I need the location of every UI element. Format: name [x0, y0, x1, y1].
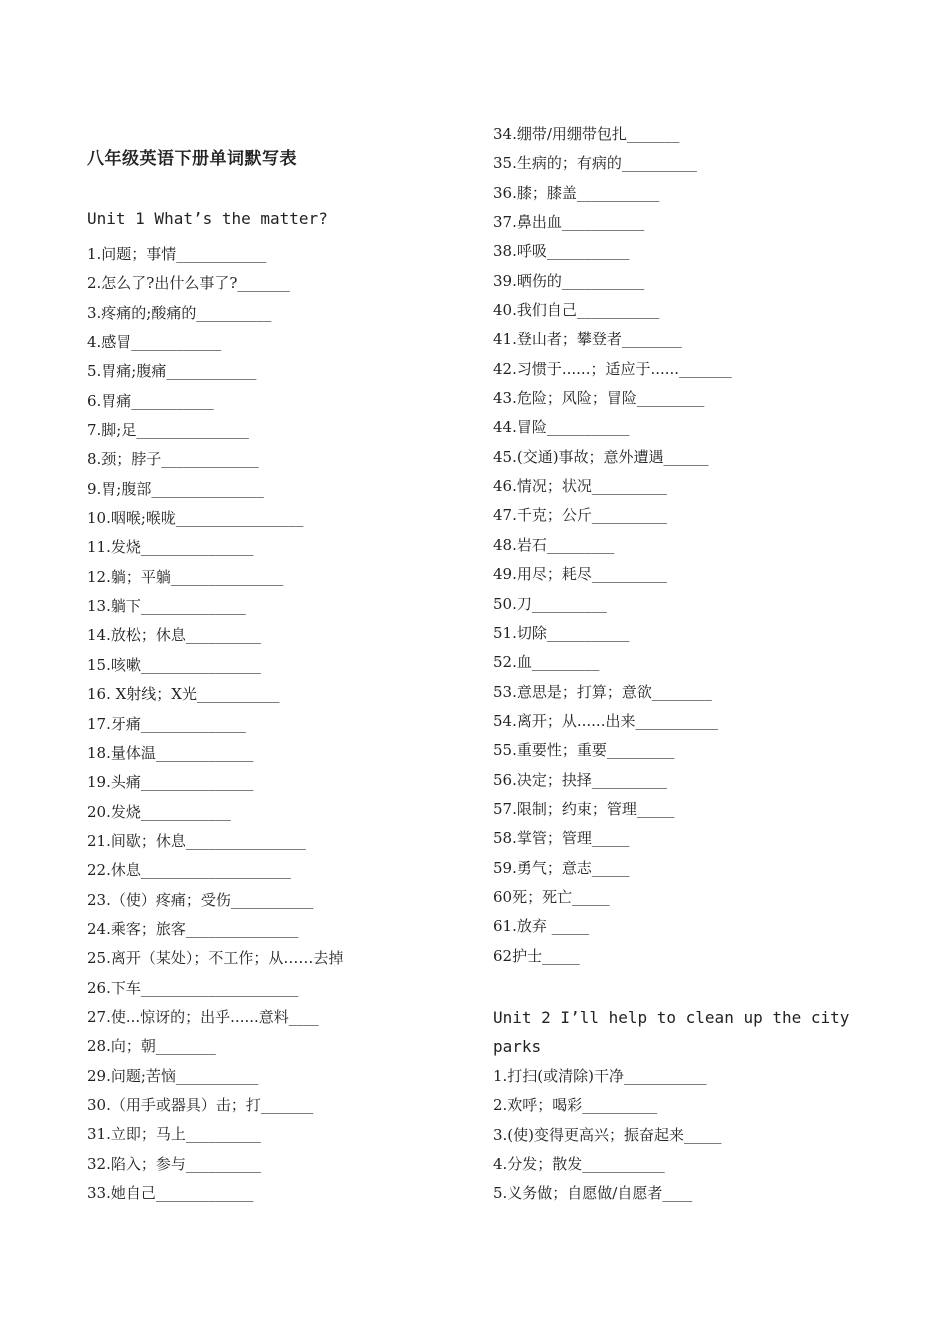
- vocab-item: 53.意思是；打算；意欲________: [493, 682, 712, 701]
- vocab-item: 32.陷入；参与__________: [87, 1154, 261, 1173]
- vocab-item: 15.咳嗽________________: [87, 655, 261, 674]
- vocab-item: 46.情况；状况__________: [493, 477, 667, 496]
- vocab-item: 45.(交通)事故；意外遭遇______: [493, 447, 709, 466]
- vocab-item: 29.问题;苦恼___________: [87, 1066, 259, 1085]
- vocab-item: 43.危险；风险；冒险_________: [493, 389, 705, 408]
- vocab-item: 8.颈；脖子_____________: [87, 450, 259, 469]
- vocab-item: 4.感冒____________: [87, 333, 222, 352]
- vocab-item: 42.习惯于......；适应于......_______: [493, 359, 732, 378]
- vocab-item: 9.胃;腹部_______________: [87, 479, 264, 498]
- vocab-item: 38.呼吸___________: [493, 242, 630, 261]
- vocab-item: 47.千克；公斤__________: [493, 506, 667, 525]
- vocab-item: 28.向；朝________: [87, 1037, 216, 1056]
- vocab-item: 24.乘客；旅客_______________: [87, 919, 299, 938]
- vocab-item: 55.重要性；重要_________: [493, 741, 675, 760]
- vocab-item: 12.躺；平躺_______________: [87, 567, 284, 586]
- vocab-item: 6.胃痛___________: [87, 391, 214, 410]
- vocab-item: 30.（用手或器具）击；打_______: [87, 1095, 314, 1114]
- vocab-item: 17.牙痛______________: [87, 714, 246, 733]
- vocab-item: 7.脚;足_______________: [87, 421, 249, 440]
- vocab-item: 54.离开；从......出来___________: [493, 711, 718, 730]
- vocab-item: 37.鼻出血___________: [493, 213, 645, 232]
- vocab-item: 57.限制；约束；管理_____: [493, 799, 675, 818]
- unit2-word-list: [493, 1062, 722, 1209]
- vocab-item: 61.放弃 _____: [493, 917, 590, 936]
- vocab-item: 21.间歇；休息________________: [87, 831, 306, 850]
- vocab-item: 3.(使)变得更高兴；振奋起来_____: [493, 1125, 722, 1144]
- vocab-item: 51.切除___________: [493, 623, 630, 642]
- vocab-item: 23.（使）疼痛；受伤___________: [87, 890, 314, 909]
- vocab-item: 22.休息____________________: [87, 861, 291, 880]
- vocab-item: 19.头痛_______________: [87, 773, 254, 792]
- vocab-item: 50.刀__________: [493, 594, 607, 613]
- vocab-item: 3.疼痛的;酸痛的__________: [87, 303, 272, 322]
- vocab-item: 27.使...惊讶的；出乎......意料____: [87, 1007, 319, 1026]
- vocab-item: 59.勇气；意志_____: [493, 858, 630, 877]
- vocab-item: 33.她自己_____________: [87, 1184, 254, 1202]
- unit2-heading: Unit 2 I’ll help to clean up the city parks: [493, 1008, 850, 1056]
- vocab-item: 41.登山者；攀登者________: [493, 330, 682, 349]
- vocab-item: 34.绷带/用绷带包扎_______: [493, 125, 680, 143]
- vocab-item: 5.义务做；自愿做/自愿者____: [493, 1184, 693, 1203]
- vocab-item: 56.决定；抉择__________: [493, 770, 667, 789]
- vocab-item: 60死；死亡_____: [493, 887, 610, 906]
- vocab-item: 10.咽喉;喉咙_________________: [87, 509, 304, 528]
- vocab-item: 20.发烧____________: [87, 802, 231, 821]
- vocab-item: 16. X射线；X光___________: [87, 685, 280, 704]
- page-title: 八年级英语下册单词默写表: [87, 149, 297, 169]
- vocab-item: 40.我们自己___________: [493, 301, 660, 320]
- vocab-item: 4.分发；散发___________: [493, 1155, 665, 1174]
- vocab-item: 1.打扫(或清除)干净___________: [493, 1067, 707, 1085]
- vocab-item: 5.胃痛;腹痛____________: [87, 362, 257, 381]
- vocab-item: 18.量体温_____________: [87, 743, 254, 762]
- vocab-item: 13.躺下______________: [87, 597, 246, 616]
- unit1-word-list: [87, 240, 343, 1208]
- vocab-item: 2.怎么了?出什么事了?_______: [87, 274, 290, 293]
- unit1-heading: Unit 1 What’s the matter?: [87, 209, 328, 228]
- vocab-item: 35.生病的；有病的__________: [493, 154, 697, 173]
- vocab-item: 25.离开（某处）；不工作；从……去掉: [87, 949, 344, 968]
- vocab-item: 14.放松；休息__________: [87, 626, 261, 645]
- vocab-item: 48.岩石_________: [493, 535, 615, 554]
- vocab-item: 44.冒险___________: [493, 418, 630, 437]
- vocab-item: 36.膝；膝盖___________: [493, 183, 660, 202]
- vocab-item: 11.发烧_______________: [87, 538, 254, 557]
- vocab-item: 26.下车_____________________: [87, 978, 299, 997]
- unit1-word-list-continued: [493, 120, 732, 971]
- vocab-item: 31.立即；马上__________: [87, 1125, 261, 1144]
- vocab-item: 62护士_____: [493, 946, 580, 965]
- vocab-item: 49.用尽；耗尽__________: [493, 565, 667, 584]
- vocab-item: 2.欢呼；喝彩__________: [493, 1096, 658, 1115]
- vocab-item: 1.问题；事情____________: [87, 245, 267, 263]
- vocab-item: 52.血_________: [493, 653, 600, 672]
- vocab-item: 39.晒伤的___________: [493, 271, 645, 290]
- vocab-item: 58.掌管；管理_____: [493, 829, 630, 848]
